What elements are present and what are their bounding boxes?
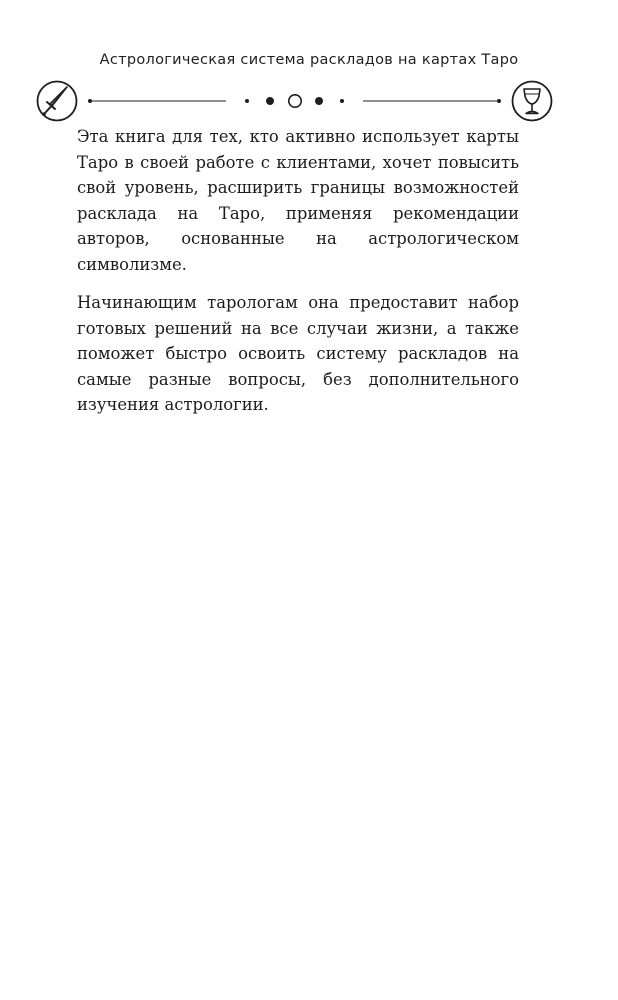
ornament-dots bbox=[245, 95, 344, 107]
paragraph-2: Начинающим тарологам она предоставит набор готовых решений на все случаи жизни, а также поможет быстро освоить систему раскладов на самые разные вопросы, без дополнительного изучения астрологии. bbox=[77, 293, 519, 414]
chalice-icon bbox=[513, 82, 552, 121]
running-header: Астрологическая система раскладов на картах Таро bbox=[99, 52, 519, 68]
ornament-rule-right bbox=[363, 99, 501, 103]
ornament-rule-left bbox=[88, 99, 226, 103]
paragraph-1: Эта книга для тех, кто активно использует карты Таро в своей работе с клиентами, хочет повысить свой уровень, расширить границы возможностей расклада на Таро, применяя рекомендации авторов, основанные на астрологическом символизме. bbox=[77, 127, 519, 274]
sword-icon bbox=[38, 82, 77, 121]
header-ornament bbox=[0, 76, 618, 126]
body-text bbox=[77, 124, 519, 431]
